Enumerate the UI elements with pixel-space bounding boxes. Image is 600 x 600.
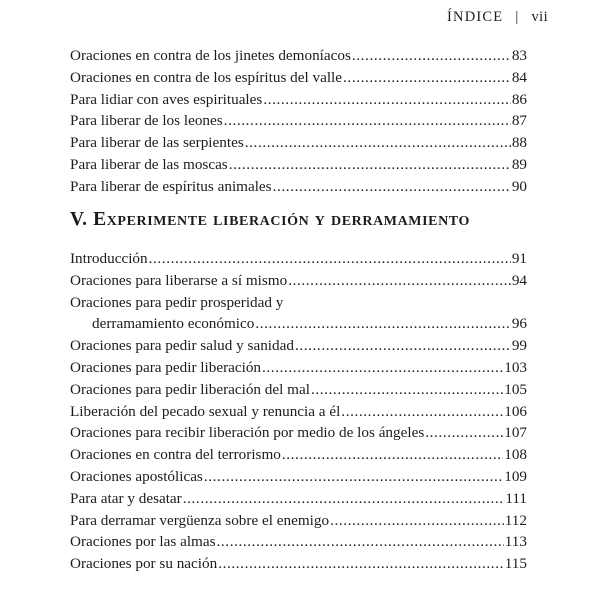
toc-entry-title: Oraciones apostólicas [70,467,203,485]
toc-entry-title: Liberación del pecado sexual y renuncia a él [70,402,341,420]
running-head-separator: | [515,9,520,25]
toc-entry-title: Oraciones por su nación [70,555,218,573]
dot-leader [217,531,504,553]
toc-entry-title: Para atar y desatar [70,489,182,507]
dot-leader [263,89,511,111]
toc-entry-title: Oraciones por las almas [70,533,216,551]
toc-entry-title: Para liberar de espíritus animales [70,177,272,195]
toc-entry-page: 106 [504,402,527,420]
toc-entry-page: 107 [504,424,527,442]
toc-entry-page: 83 [511,47,527,64]
dot-leader [262,357,503,379]
dot-leader [343,67,511,89]
toc-entry [70,466,527,488]
dot-leader [183,488,505,510]
toc-entry-page: 84 [511,68,527,86]
dot-leader [288,270,511,292]
toc-entry-title: Para derramar vergüenza sobre el enemigo [70,511,330,529]
toc-entry-page: 113 [504,533,527,551]
toc-entry-page: 109 [504,467,527,485]
toc-entry [70,270,527,292]
toc-entry-page: 96 [511,315,527,333]
toc-entry-title: Oraciones en contra de los espíritus del valle [70,68,343,86]
dot-leader [352,45,511,67]
dot-leader [330,510,504,532]
toc-entry-title: Oraciones para liberarse a sí mismo [70,271,288,289]
toc-entry-page: 91 [511,250,527,267]
toc-entry [70,422,527,444]
toc-entry [70,132,527,154]
toc-entry-page: 89 [511,155,527,173]
toc-entry [70,154,527,176]
toc-entry-title: Oraciones en contra del terrorismo [70,446,281,464]
toc-entry-two-line [70,292,527,336]
dot-leader [224,110,511,132]
toc-entry [70,67,527,89]
toc-entry-title: Oraciones para pedir liberación del mal [70,380,310,398]
toc-entry [70,444,527,466]
toc-entry-title: Introducción [70,250,148,267]
dot-leader [204,466,503,488]
page-number: vii [531,9,548,25]
toc-entry [70,357,527,379]
toc-entry [70,531,527,553]
toc-entry-title: Oraciones para recibir liberación por medio de los ángeles [70,424,425,442]
toc-entry-page: 88 [511,134,527,152]
dot-leader [311,379,503,401]
toc-entry-title: Oraciones para pedir liberación [70,358,262,376]
toc-entry [70,553,527,575]
toc-entry-title: Para lidiar con aves espirituales [70,90,263,108]
toc-entry [70,45,527,67]
toc-entry-page: 105 [504,380,527,398]
toc-entry [70,379,527,401]
toc-entry [70,110,527,132]
toc-entry-page: 99 [511,337,527,355]
toc-entry-page: 115 [504,555,527,573]
toc-entry-page: 86 [511,90,527,108]
toc-entry-title: Oraciones para pedir prosperidad y [70,293,284,311]
dot-leader [149,248,511,270]
toc-entry-page: 103 [504,358,527,376]
dot-leader [425,422,503,444]
toc-entry-title: Oraciones para pedir salud y sanidad [70,337,294,355]
dot-leader [218,553,504,575]
toc-list-section-v [70,248,527,575]
toc-entry-page: 87 [511,112,527,130]
toc-entry-title: Para liberar de las serpientes [70,134,244,152]
running-head [447,9,548,26]
toc-entry [70,401,527,423]
dot-leader [295,335,511,357]
toc-entry-title: Oraciones en contra de los jinetes demoníacos [70,47,351,64]
dot-leader [245,132,511,154]
toc-entry [70,176,527,198]
toc-entry [70,248,527,270]
toc-entry-title: Para liberar de los leones [70,112,223,130]
toc-entry-page: 112 [504,511,527,529]
section-heading-text: V. Experimente liberación y derramamiento [70,209,470,230]
dot-leader [229,154,511,176]
toc-entry-page: 108 [504,446,527,464]
toc-entry [70,510,527,532]
toc-entry [70,488,527,510]
toc-entry-title: Para liberar de las moscas [70,155,228,173]
dot-leader [255,313,510,335]
toc-entry-page: 94 [511,271,527,289]
section-heading [70,209,540,231]
toc-entry-page: 90 [511,177,527,195]
toc-entry [70,89,527,111]
toc-list-continued [70,45,527,198]
dot-leader [282,444,503,466]
toc-entry-page: 111 [505,489,527,507]
toc-entry [70,335,527,357]
dot-leader [273,176,511,198]
running-head-title: ÍNDICE [447,9,504,25]
dot-leader [341,401,503,423]
toc-entry-title-continued: derramamiento económico [92,315,255,333]
